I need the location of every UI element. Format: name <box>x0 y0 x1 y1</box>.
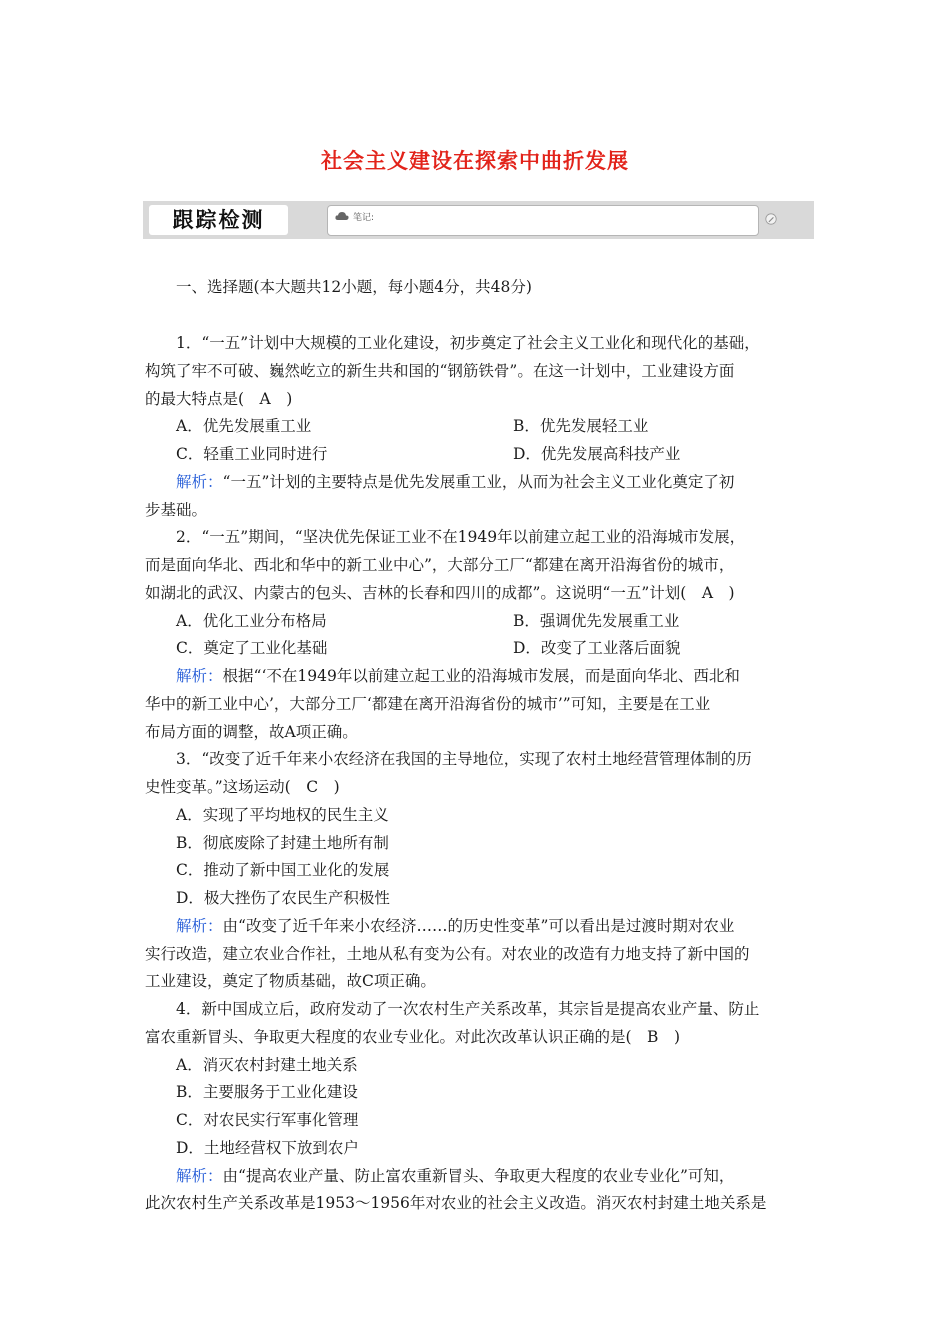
tracking-banner <box>143 201 814 239</box>
question-1-stem-line: 的最大特点是( A ) <box>145 390 293 408</box>
analysis-text: 由“改变了近千年来小农经济……的历史性变革”可以看出是过渡时期对农业 <box>222 917 735 935</box>
analysis-label: 解析： <box>176 473 223 491</box>
question-1-option-c: C．轻重工业同时进行 <box>176 445 328 463</box>
question-1-analysis-line: 步基础。 <box>145 501 208 519</box>
analysis-label: 解析： <box>176 917 223 935</box>
question-1-option-d: D．优先发展高科技产业 <box>513 445 681 463</box>
cloud-icon <box>335 211 349 221</box>
question-3-option-b: B．彻底废除了封建土地所有制 <box>176 834 389 852</box>
question-1-stem-line: 构筑了牢不可破、巍然屹立的新生共和国的“钢筋铁骨”。在这一计划中，工业建设方面 <box>145 362 735 380</box>
question-3-option-d: D．极大挫伤了农民生产积极性 <box>176 889 390 907</box>
question-4-option-b: B．主要服务于工业化建设 <box>176 1083 358 1101</box>
question-3-analysis-line: 工业建设，奠定了物质基础，故C项正确。 <box>145 972 436 990</box>
question-2-stem-line: 而是面向华北、西北和华中的新工业中心”，大部分工厂“都建在离开沿海省份的城市， <box>145 556 735 574</box>
notes-field[interactable] <box>327 205 759 236</box>
question-2-option-b: B．强调优先发展重工业 <box>513 612 680 630</box>
analysis-text: “一五”计划的主要特点是优先发展重工业，从而为社会主义工业化奠定了初 <box>222 473 735 491</box>
question-2-option-d: D．改变了工业落后面貌 <box>513 639 681 657</box>
question-3-analysis-line: 实行改造，建立农业合作社，土地从私有变为公有。对农业的改造有力地支持了新中国的 <box>145 945 750 963</box>
analysis-label: 解析： <box>176 1167 223 1185</box>
question-2-option-c: C．奠定了工业化基础 <box>176 639 328 657</box>
question-4-analysis-line <box>176 1166 734 1186</box>
analysis-label: 解析： <box>176 667 223 685</box>
analysis-text: 由“提高农业产量、防止富农重新冒头、争取更大程度的农业专业化”可知， <box>222 1167 735 1185</box>
question-1-option-a: A．优先发展重工业 <box>176 417 312 435</box>
question-2-analysis-line: 华中的新工业中心’，大部分工厂‘都建在离开沿海省份的城市’”可知，主要是在工业 <box>145 695 711 713</box>
analysis-text: 根据“‘不在1949年以前建立起工业的沿海城市发展，而是面向华北、西北和 <box>222 667 740 685</box>
question-1-stem-line: 1．“一五”计划中大规模的工业化建设，初步奠定了社会主义工业化和现代化的基础， <box>176 334 760 352</box>
question-4-analysis-line: 此次农村生产关系改革是1953～1956年对农业的社会主义改造。消灭农村封建土地关系是 <box>145 1194 767 1212</box>
banner-tag: 跟踪检测 <box>149 205 288 235</box>
question-1-option-b: B．优先发展轻工业 <box>513 417 649 435</box>
page-title: 社会主义建设在探索中曲折发展 <box>321 149 629 173</box>
pen-icon[interactable] <box>765 213 777 225</box>
question-3-option-a: A．实现了平均地权的民生主义 <box>176 806 389 824</box>
question-3-stem-line: 3．“改变了近千年来小农经济在我国的主导地位，实现了农村土地经营管理体制的历 <box>176 750 752 768</box>
section-heading: 一、选择题(本大题共12小题，每小题4分，共48分) <box>176 278 532 296</box>
question-2-analysis-line <box>176 666 740 686</box>
question-1-analysis-line <box>176 472 734 492</box>
question-2-option-a: A．优化工业分布格局 <box>176 612 327 630</box>
question-4-option-c: C．对农民实行军事化管理 <box>176 1111 359 1129</box>
question-4-option-d: D．土地经营权下放到农户 <box>176 1139 359 1157</box>
question-2-analysis-line: 布局方面的调整，故A项正确。 <box>145 723 358 741</box>
question-2-stem-line: 如湖北的武汉、内蒙古的包头、吉林的长春和四川的成都”。这说明“一五”计划( A ) <box>145 584 735 602</box>
question-3-analysis-line <box>176 916 734 936</box>
question-3-option-c: C．推动了新中国工业化的发展 <box>176 861 390 879</box>
question-4-stem-line: 富农重新冒头、争取更大程度的农业专业化。对此次改革认识正确的是( B ) <box>145 1028 680 1046</box>
question-3-stem-line: 史性变革。”这场运动( C ) <box>145 778 340 796</box>
notes-label: 笔记: <box>353 213 375 223</box>
question-2-stem-line: 2．“一五”期间，“坚决优先保证工业不在1949年以前建立起工业的沿海城市发展， <box>176 528 746 546</box>
question-4-option-a: A．消灭农村封建土地关系 <box>176 1056 358 1074</box>
question-4-stem-line: 4．新中国成立后，政府发动了一次农村生产关系改革，其宗旨是提高农业产量、防止 <box>176 1000 760 1018</box>
